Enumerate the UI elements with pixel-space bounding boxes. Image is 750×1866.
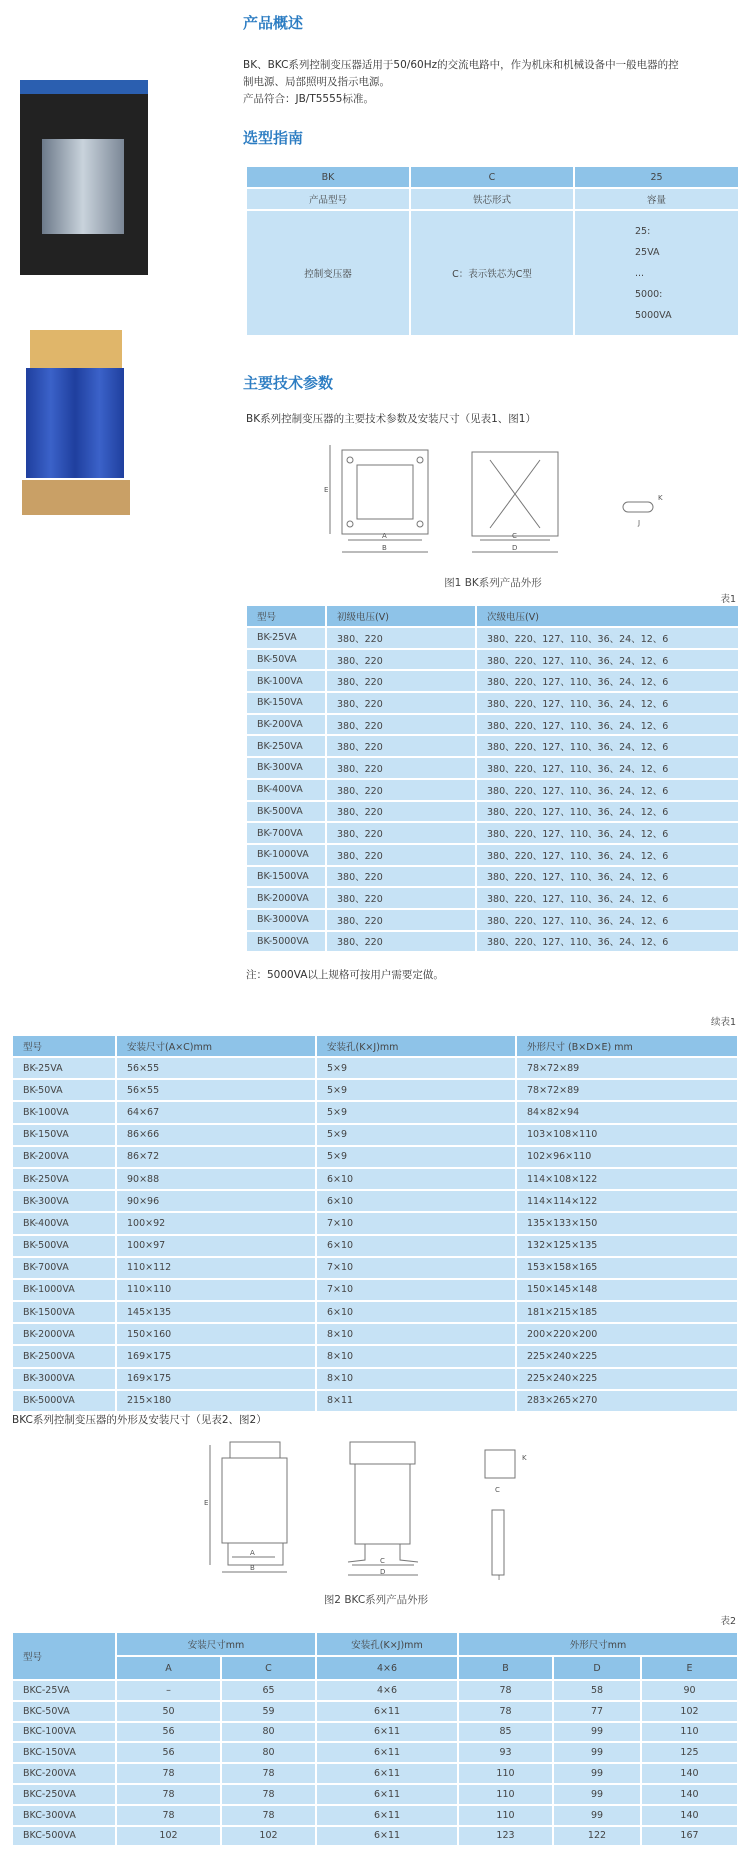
table-cell: 380、220、127、110、36、24、12、6 (476, 627, 739, 649)
table-cell: 150×145×148 (516, 1279, 738, 1301)
table-cell: 140 (641, 1763, 738, 1784)
table-cell: 8×10 (316, 1345, 516, 1367)
table-cell: 110×112 (116, 1257, 316, 1279)
table-row (12, 1124, 738, 1146)
dim-j: J (638, 519, 641, 527)
table-cell: 380、220 (326, 887, 476, 909)
table-row (12, 1763, 738, 1784)
table-cell: 5×9 (316, 1057, 516, 1079)
table-cell: 90×88 (116, 1168, 316, 1190)
table-cell: 77 (553, 1701, 641, 1722)
table-cell: 380、220 (326, 692, 476, 714)
dim-e: E (324, 486, 329, 494)
table-cell: 7×10 (316, 1257, 516, 1279)
bkc-transformer-photo (22, 330, 130, 520)
cap-line: 5000: (635, 288, 663, 300)
table-cell: 102 (641, 1701, 738, 1722)
header-cell: D (553, 1656, 641, 1680)
table-row (12, 1146, 738, 1168)
table-cell: BK-25VA (12, 1057, 116, 1079)
table-cell: 99 (553, 1742, 641, 1763)
table-row (12, 1057, 738, 1079)
dim-a: A (382, 532, 387, 540)
table-cell: 380、220 (326, 931, 476, 953)
table-cell: BK-100VA (246, 670, 326, 692)
table-cell: 86×66 (116, 1124, 316, 1146)
table-cell: 6×10 (316, 1235, 516, 1257)
table-cell: BK-250VA (246, 735, 326, 757)
header-cell: 型号 (12, 1035, 116, 1057)
table-cell: 380、220、127、110、36、24、12、6 (476, 670, 739, 692)
overview-text (243, 57, 743, 108)
table-row (12, 1345, 738, 1367)
table-cell: 380、220 (326, 822, 476, 844)
table-cell: 5×9 (316, 1124, 516, 1146)
header-cell: 安装孔(K×J)mm (316, 1035, 516, 1057)
table-1-continued (11, 1034, 739, 1413)
table-cell: BK-1500VA (12, 1301, 116, 1323)
table-cell: 225×240×225 (516, 1368, 738, 1390)
params-title: 主要技术参数 (243, 374, 334, 392)
table-cell: BK-250VA (12, 1168, 116, 1190)
table-cell: 90×96 (116, 1190, 316, 1212)
table-cell: 56×55 (116, 1079, 316, 1101)
table-1-label: 表1 (720, 594, 736, 605)
cap-line: ... (635, 267, 645, 279)
table-cell: 6×11 (316, 1742, 458, 1763)
table-cell: 102 (116, 1826, 221, 1847)
table-cell: BK-50VA (12, 1079, 116, 1101)
overview-title: 产品概述 (243, 14, 304, 32)
table-2 (11, 1631, 739, 1847)
table-row (12, 1680, 738, 1701)
table-cell: 135×133×150 (516, 1212, 738, 1234)
table-row (246, 757, 739, 779)
table-row (12, 1701, 738, 1722)
table-row (246, 779, 739, 801)
cell: 产品型号 (246, 188, 410, 210)
table-cell: 380、220 (326, 670, 476, 692)
table-row (12, 1323, 738, 1345)
header-cell: 型号 (246, 605, 326, 627)
table-cell: 122 (553, 1826, 641, 1847)
table-cell: BK-3000VA (12, 1368, 116, 1390)
table-row (12, 1101, 738, 1123)
header-cell: A (116, 1656, 221, 1680)
table-cell: BKC-50VA (12, 1701, 116, 1722)
table-cell: 6×10 (316, 1190, 516, 1212)
table-row (12, 1079, 738, 1101)
table-cell: BK-400VA (12, 1212, 116, 1234)
selection-table (245, 165, 740, 337)
figure-2-caption: 图2 BKC系列产品外形 (323, 1594, 429, 1606)
table-cell: 123 (458, 1826, 553, 1847)
table-cell: 99 (553, 1784, 641, 1805)
table-cell: 380、220、127、110、36、24、12、6 (476, 844, 739, 866)
table-cell: BKC-100VA (12, 1722, 116, 1743)
table-cell: 380、220 (326, 757, 476, 779)
table-cell: 56 (116, 1742, 221, 1763)
table-cell: 6×11 (316, 1805, 458, 1826)
table-cell: 5×9 (316, 1146, 516, 1168)
table-cell: 380、220 (326, 735, 476, 757)
table-cell: 7×10 (316, 1279, 516, 1301)
bk-transformer-photo (20, 80, 148, 275)
table-cell: BKC-200VA (12, 1763, 116, 1784)
table-cell: BK-700VA (246, 822, 326, 844)
table-row (12, 1235, 738, 1257)
table-cell: 380、220 (326, 909, 476, 931)
table-cell: 380、220、127、110、36、24、12、6 (476, 649, 739, 671)
table-cell: BK-500VA (12, 1235, 116, 1257)
table-cell: 283×265×270 (516, 1390, 738, 1412)
dim-b: B (382, 544, 387, 552)
table-cell: 78 (116, 1784, 221, 1805)
table-cell: 114×114×122 (516, 1190, 738, 1212)
table-cell: 169×175 (116, 1345, 316, 1367)
table-cell: 110 (458, 1763, 553, 1784)
table-cell: 4×6 (316, 1680, 458, 1701)
table-cell: 58 (553, 1680, 641, 1701)
table-row (246, 909, 739, 931)
table-cell: 99 (553, 1722, 641, 1743)
table-cell: BK-1000VA (246, 844, 326, 866)
table-cell: 225×240×225 (516, 1345, 738, 1367)
table-cell: 380、220、127、110、36、24、12、6 (476, 692, 739, 714)
table-cell: BK-2000VA (12, 1323, 116, 1345)
table-row (246, 931, 739, 953)
overview-line: BK、BKC系列控制变压器适用于50/60Hz的交流电路中，作为机床和机械设备中一般电器的控 (243, 59, 679, 71)
table-cell: BK-400VA (246, 779, 326, 801)
table-row (246, 714, 739, 736)
table-cell: BK-300VA (12, 1190, 116, 1212)
table-cell: BK-200VA (246, 714, 326, 736)
table-cell: 181×215×185 (516, 1301, 738, 1323)
table-cell: BK-1500VA (246, 866, 326, 888)
header-cell: C (221, 1656, 316, 1680)
table-row (12, 1212, 738, 1234)
cap-line: 25: (635, 225, 651, 237)
table-row (246, 801, 739, 823)
table-cell: BKC-300VA (12, 1805, 116, 1826)
table-cell: 380、220 (326, 844, 476, 866)
table-row (246, 866, 739, 888)
table-cell: 6×10 (316, 1168, 516, 1190)
table-cell: 78 (221, 1763, 316, 1784)
table-cell: 380、220 (326, 649, 476, 671)
table-cell: BKC-25VA (12, 1680, 116, 1701)
fig2-dim-k: K (522, 1454, 527, 1462)
table-cell: 86×72 (116, 1146, 316, 1168)
cell: 容量 (574, 188, 739, 210)
table-cell: BK-5000VA (12, 1390, 116, 1412)
table-cell: 50 (116, 1701, 221, 1722)
table-row (246, 670, 739, 692)
header-cell: C (410, 166, 574, 188)
table-cell: 380、220、127、110、36、24、12、6 (476, 735, 739, 757)
header-cell: 型号 (12, 1632, 116, 1680)
cell: 控制变压器 (246, 210, 410, 336)
table-cell: 6×11 (316, 1763, 458, 1784)
table-cell: 99 (553, 1805, 641, 1826)
table-cell: 380、220、127、110、36、24、12、6 (476, 909, 739, 931)
table-cell: BK-100VA (12, 1101, 116, 1123)
cap-line: 5000VA (635, 309, 672, 321)
header-cell: 安装尺寸(A×C)mm (116, 1035, 316, 1057)
table-cell: 132×125×135 (516, 1235, 738, 1257)
table-cell: 380、220、127、110、36、24、12、6 (476, 779, 739, 801)
table-cell: 110 (458, 1784, 553, 1805)
table-cell: 140 (641, 1805, 738, 1826)
table-cell: 100×97 (116, 1235, 316, 1257)
header-cell: 外形尺寸 (B×D×E) mm (516, 1035, 738, 1057)
table-row (12, 1168, 738, 1190)
table-cell: 215×180 (116, 1390, 316, 1412)
table-cell: 7×10 (316, 1212, 516, 1234)
table-cell: 80 (221, 1722, 316, 1743)
table-cell: 140 (641, 1784, 738, 1805)
overview-line: 制电源、局部照明及指示电源。 (243, 76, 390, 88)
overview-line: 产品符合：JB/T5555标准。 (243, 93, 374, 105)
table-cell: 114×108×122 (516, 1168, 738, 1190)
table-2-label: 表2 (720, 1616, 736, 1627)
table-cell: BK-50VA (246, 649, 326, 671)
table-row (246, 735, 739, 757)
fig2-dim-a: A (250, 1549, 255, 1557)
header-cell: 25 (574, 166, 739, 188)
header-cell: 次级电压(V) (476, 605, 739, 627)
table-cell: 380、220、127、110、36、24、12、6 (476, 801, 739, 823)
table-row (12, 1190, 738, 1212)
table-row (246, 822, 739, 844)
table-cell: BK-700VA (12, 1257, 116, 1279)
table-cell: 380、220、127、110、36、24、12、6 (476, 714, 739, 736)
table-cell: 6×11 (316, 1784, 458, 1805)
dim-d: D (512, 544, 518, 552)
table-cell: BK-25VA (246, 627, 326, 649)
table-cell: 8×11 (316, 1390, 516, 1412)
table-cell: BK-5000VA (246, 931, 326, 953)
table-cell: 167 (641, 1826, 738, 1847)
table-cell: BKC-150VA (12, 1742, 116, 1763)
table-cell: 6×11 (316, 1701, 458, 1722)
table-cell: 78 (116, 1805, 221, 1826)
table-cell: BK-500VA (246, 801, 326, 823)
figure-1-caption: 图1 BK系列产品外形 (444, 577, 542, 589)
table-cell: 153×158×165 (516, 1257, 738, 1279)
fig2-dim-b: B (250, 1564, 255, 1572)
table-cell: 380、220 (326, 779, 476, 801)
table-row (246, 844, 739, 866)
table-row (12, 1279, 738, 1301)
table-row (246, 692, 739, 714)
table-cell: 99 (553, 1763, 641, 1784)
dim-k: K (658, 494, 663, 502)
table-cell: 78 (458, 1701, 553, 1722)
table-cell: 6×10 (316, 1301, 516, 1323)
table-cell: 80 (221, 1742, 316, 1763)
table-cell: 200×220×200 (516, 1323, 738, 1345)
table-cell: 78×72×89 (516, 1057, 738, 1079)
cell: C：表示铁芯为C型 (410, 210, 574, 336)
table-1 (245, 604, 740, 953)
table-cell: BK-1000VA (12, 1279, 116, 1301)
table-cell: 8×10 (316, 1323, 516, 1345)
table-row (246, 649, 739, 671)
header-cell: 外形尺寸mm (458, 1632, 738, 1656)
header-cell: BK (246, 166, 410, 188)
header-cell: 安装尺寸mm (116, 1632, 316, 1656)
table-cell: 5×9 (316, 1079, 516, 1101)
table-cell: 100×92 (116, 1212, 316, 1234)
table-row (246, 627, 739, 649)
header-cell: 初级电压(V) (326, 605, 476, 627)
table-cell: 78×72×89 (516, 1079, 738, 1101)
table-cell: 102 (221, 1826, 316, 1847)
header-cell: 4×6 (316, 1656, 458, 1680)
table-cell: 380、220、127、110、36、24、12、6 (476, 757, 739, 779)
table-cell: 84×82×94 (516, 1101, 738, 1123)
table-cell: 110 (641, 1722, 738, 1743)
selection-title: 选型指南 (243, 129, 304, 147)
header-cell: 安装孔(K×J)mm (316, 1632, 458, 1656)
header-cell: B (458, 1656, 553, 1680)
table-row (12, 1805, 738, 1826)
table-cell: BK-150VA (12, 1124, 116, 1146)
table-cell: – (116, 1680, 221, 1701)
table-cell: 110 (458, 1805, 553, 1826)
table-cell: 380、220 (326, 627, 476, 649)
table-cell: BK-150VA (246, 692, 326, 714)
table-cell: 8×10 (316, 1368, 516, 1390)
table-row (12, 1368, 738, 1390)
table-cell: 59 (221, 1701, 316, 1722)
table-row (12, 1784, 738, 1805)
cap-line: 25VA (635, 246, 660, 258)
table-cell: 78 (221, 1805, 316, 1826)
table-cell: 65 (221, 1680, 316, 1701)
dim-c: C (512, 532, 517, 540)
params-intro: BK系列控制变压器的主要技术参数及安装尺寸（见表1、图1） (246, 413, 536, 425)
table-cell: BK-300VA (246, 757, 326, 779)
table-cell: 380、220 (326, 801, 476, 823)
table-cell: 125 (641, 1742, 738, 1763)
table-cell: BKC-500VA (12, 1826, 116, 1847)
table-cell: 145×135 (116, 1301, 316, 1323)
table-cell: 169×175 (116, 1368, 316, 1390)
table-cell: BK-2000VA (246, 887, 326, 909)
fig2-dim-e: E (204, 1499, 209, 1507)
table-cell: BKC-250VA (12, 1784, 116, 1805)
figure-2-drawing (200, 1440, 560, 1580)
table-cell: 93 (458, 1742, 553, 1763)
table-cell: 102×96×110 (516, 1146, 738, 1168)
table-cell: 6×11 (316, 1826, 458, 1847)
table-cell: 380、220 (326, 866, 476, 888)
fig2-dim-c2: C (495, 1486, 500, 1494)
table-row (12, 1826, 738, 1847)
table-row (12, 1301, 738, 1323)
table-cell: 64×67 (116, 1101, 316, 1123)
capacity-cell (574, 210, 739, 336)
fig2-dim-d: D (380, 1568, 386, 1576)
header-cell: E (641, 1656, 738, 1680)
bkc-intro: BKC系列控制变压器的外形及安装尺寸（见表2、图2） (12, 1414, 267, 1426)
table-cell: BK-200VA (12, 1146, 116, 1168)
table-cell: 78 (221, 1784, 316, 1805)
table-cell: 90 (641, 1680, 738, 1701)
table-cell: 150×160 (116, 1323, 316, 1345)
table-1b-label: 续表1 (710, 1017, 736, 1028)
table-cell: BK-2500VA (12, 1345, 116, 1367)
note: 注：5000VA以上规格可按用户需要定做。 (246, 969, 444, 981)
table-row (12, 1390, 738, 1412)
table-cell: 85 (458, 1722, 553, 1743)
table-cell: 380、220、127、110、36、24、12、6 (476, 822, 739, 844)
table-row (12, 1257, 738, 1279)
table-row (12, 1722, 738, 1743)
fig2-dim-j: J (498, 1574, 501, 1580)
table-cell: BK-3000VA (246, 909, 326, 931)
table-cell: 78 (116, 1763, 221, 1784)
table-cell: 5×9 (316, 1101, 516, 1123)
table-row (12, 1742, 738, 1763)
table-cell: 110×110 (116, 1279, 316, 1301)
table-cell: 103×108×110 (516, 1124, 738, 1146)
table-cell: 78 (458, 1680, 553, 1701)
table-cell: 380、220、127、110、36、24、12、6 (476, 887, 739, 909)
table-row (246, 887, 739, 909)
table-cell: 56 (116, 1722, 221, 1743)
table-cell: 6×11 (316, 1722, 458, 1743)
table-cell: 380、220、127、110、36、24、12、6 (476, 931, 739, 953)
table-cell: 56×55 (116, 1057, 316, 1079)
figure-1-drawing (320, 440, 680, 560)
cell: 铁芯形式 (410, 188, 574, 210)
table-cell: 380、220、127、110、36、24、12、6 (476, 866, 739, 888)
fig2-dim-c: C (380, 1557, 385, 1565)
table-cell: 380、220 (326, 714, 476, 736)
